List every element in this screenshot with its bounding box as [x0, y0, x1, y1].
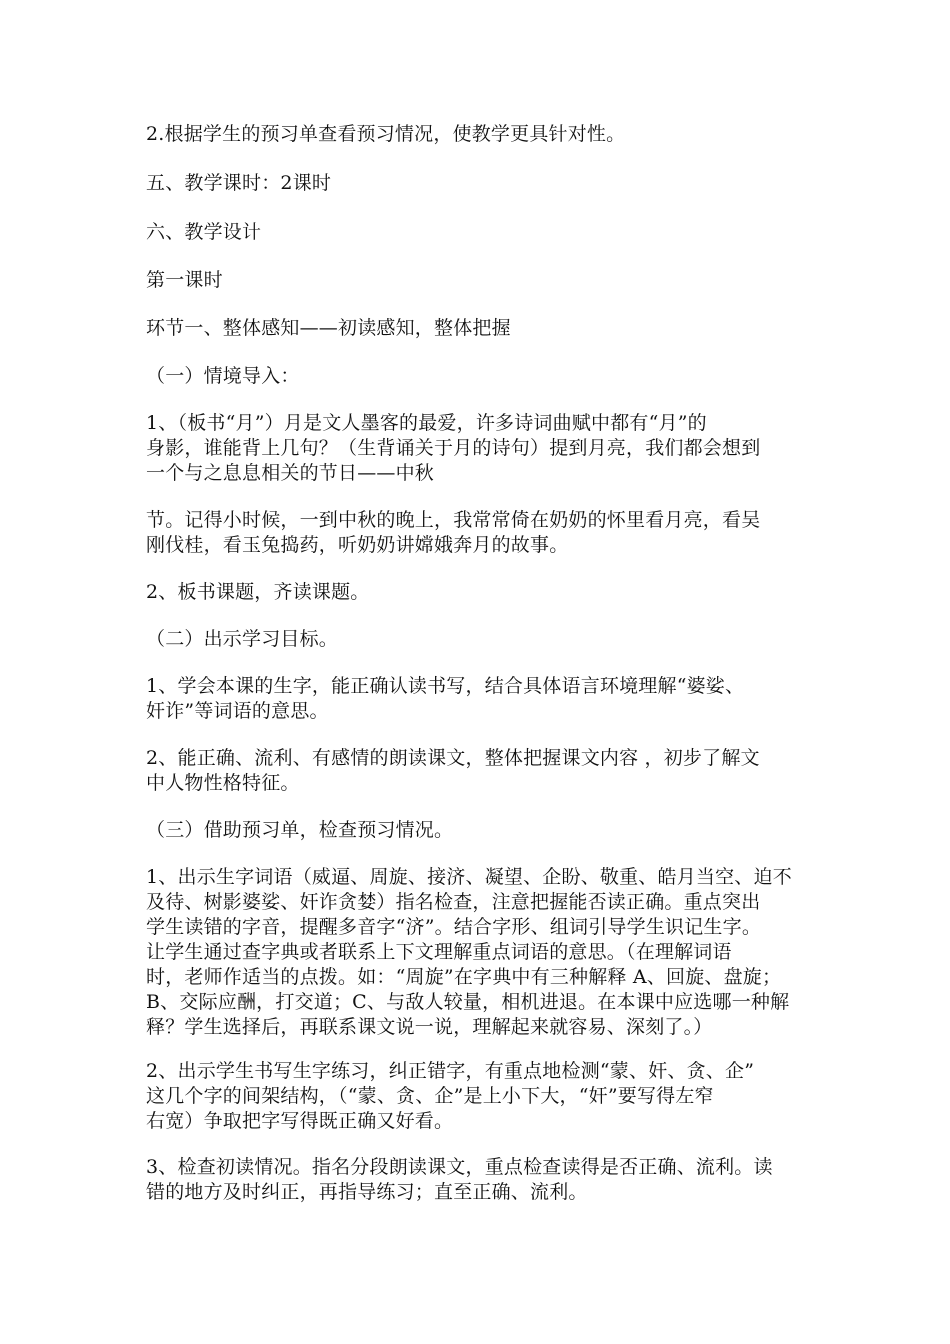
paragraph-1	[146, 122, 818, 147]
subheading-preview-check	[146, 818, 818, 843]
text-line: 第一课时	[146, 269, 223, 291]
paragraph-check-1	[146, 865, 818, 1040]
paragraph-check-3	[146, 1155, 818, 1205]
subheading-learning-goals	[146, 627, 818, 652]
text-line: 2、能正确、流利、有感情的朗读课文，整体把握课文内容 ，初步了解文	[146, 747, 760, 769]
text-line: 2.根据学生的预习单查看预习情况，使教学更具针对性。	[146, 123, 626, 145]
text-line: 这几个字的间架结构，（“蒙、贪、企”是上小下大，“奸”要写得左窄	[146, 1085, 714, 1107]
section-heading-teaching-design	[146, 220, 818, 245]
paragraph-goal-2	[146, 746, 818, 796]
text-line: 1、出示生字词语（威逼、周旋、接济、凝望、企盼、敬重、皓月当空、迫不	[146, 866, 792, 888]
paragraph-intro-1	[146, 411, 818, 486]
paragraph-check-2	[146, 1059, 818, 1134]
text-line: 五、教学课时：2课时	[146, 172, 332, 194]
section-heading-teaching-hours	[146, 171, 818, 196]
text-line: 3、检查初读情况。指名分段朗读课文，重点检查读得是否正确、流利。读	[146, 1156, 773, 1178]
paragraph-goal-1	[146, 674, 818, 724]
text-line: （一）情境导入：	[146, 365, 300, 387]
text-line: 刚伐桂，看玉兔捣药，听奶奶讲嫦娥奔月的故事。	[146, 534, 569, 556]
text-line: 让学生通过查字典或者联系上下文理解重点词语的意思。（在理解词语	[146, 941, 732, 963]
text-line: 右宽）争取把字写得既正确又好看。	[146, 1110, 454, 1132]
text-line: 释？学生选择后，再联系课文说一说，理解起来就容易、深刻了。）	[146, 1016, 713, 1038]
text-line: B、交际应酬，打交道；C、与敌人较量，相机进退。在本课中应选哪一种解	[146, 991, 790, 1013]
text-line: 奸诈”等词语的意思。	[146, 700, 329, 722]
text-line: 时，老师作适当的点拨。如：“周旋”在字典中有三种解释 A、回旋、盘旋；	[146, 966, 782, 988]
subheading-scenario-intro	[146, 364, 818, 389]
text-line: 学生读错的字音，提醒多音字“济”。结合字形、组词引导学生识记生字。	[146, 916, 762, 938]
step-heading-1	[146, 316, 818, 341]
text-line: 环节一、整体感知——初读感知，整体把握	[146, 317, 511, 339]
text-line: （二）出示学习目标。	[146, 628, 339, 650]
text-line: 六、教学设计	[146, 221, 262, 243]
text-line: （三）借助预习单，检查预习情况。	[146, 819, 454, 841]
text-line: 1、学会本课的生字，能正确认读书写，结合具体语言环境理解“婆娑、	[146, 675, 745, 697]
text-line: 一个与之息息相关的节日——中秋	[146, 462, 435, 484]
text-line: 2、出示学生书写生字练习，纠正错字，有重点地检测“蒙、奸、贪、企”	[146, 1060, 755, 1082]
text-line: 2、板书课题，齐读课题。	[146, 581, 370, 603]
text-line: 及待、树影婆娑、奸诈贪婪）指名检查，注意把握能否读正确。重点突出	[146, 891, 761, 913]
text-line: 错的地方及时纠正，再指导练习；直至正确、流利。	[146, 1181, 588, 1203]
lesson-heading-first	[146, 268, 818, 293]
text-line: 中人物性格特征。	[146, 772, 300, 794]
paragraph-intro-1-cont	[146, 508, 818, 558]
paragraph-intro-2	[146, 580, 818, 605]
text-line: 身影，谁能背上几句？（生背诵关于月的诗句）提到月亮，我们都会想到	[146, 437, 761, 459]
text-line: 节。记得小时候，一到中秋的晚上，我常常倚在奶奶的怀里看月亮，看吴	[146, 509, 761, 531]
text-line: 1、（板书“月”）月是文人墨客的最爱，许多诗词曲赋中都有“月”的	[146, 412, 707, 434]
